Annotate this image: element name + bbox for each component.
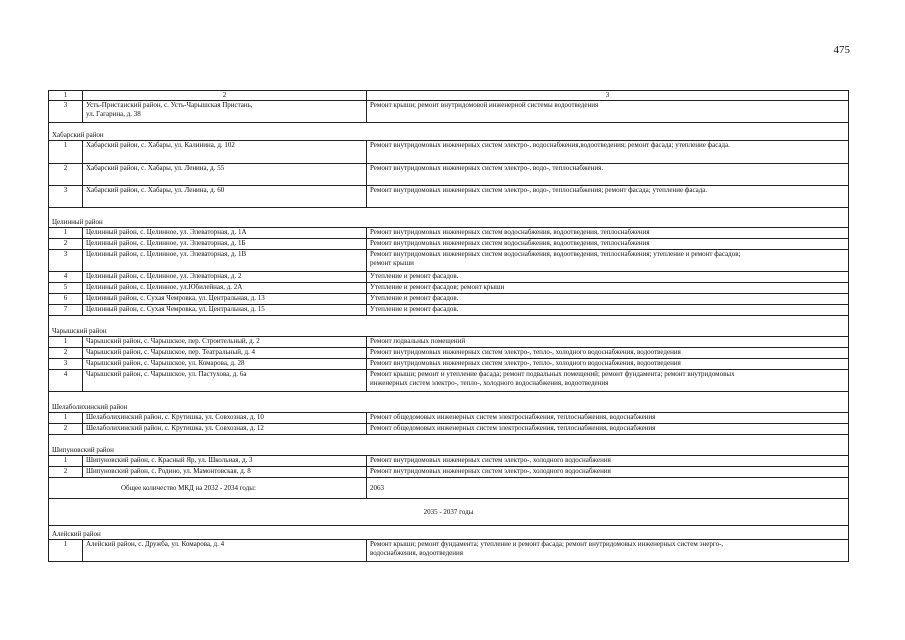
district-section-row	[49, 208, 849, 228]
house-address: Усть-Пристанский район, с. Усть-Чарышская Пристань, ул. Гагарина, д. 38	[83, 101, 367, 123]
repair-works: Утепление и ремонт фасадов.	[367, 305, 849, 316]
table-row	[49, 186, 849, 208]
repair-works: Ремонт крыши; ремонт внутридомовой инженерной системы водоотведения	[367, 101, 849, 123]
row-number: 7	[49, 305, 83, 316]
table-row	[49, 348, 849, 359]
table-row	[49, 370, 849, 392]
row-number: 1	[49, 337, 83, 348]
table-header-row	[49, 91, 849, 101]
repair-works: Ремонт внутридомовых инженерных систем водоснабжения, водоотведения, теплоснабжения	[367, 239, 849, 250]
row-number: 2	[49, 239, 83, 250]
total-value: 2063	[367, 478, 849, 499]
table-row	[49, 239, 849, 250]
district-title: Целинный район	[49, 208, 849, 228]
row-number: 1	[49, 540, 83, 562]
district-title: Шипуновский район	[49, 435, 849, 456]
repair-works: Утепление и ремонт фасадов.	[367, 294, 849, 305]
row-number: 4	[49, 370, 83, 392]
repair-works: Ремонт общедомовых инженерных систем электроснабжения, теплоснабжения, водоснабжения	[367, 424, 849, 435]
table-row	[49, 164, 849, 186]
header-col-3: 3	[367, 91, 849, 101]
row-number: 3	[49, 101, 83, 123]
repair-works: Ремонт внутридомовых инженерных систем электро-, водоснабжения,водоотведения; ремонт фасада; утепление фасада.	[367, 141, 849, 164]
table-row	[49, 424, 849, 435]
house-address: Хабарский район, с. Хабары, ул. Ленина, д. 60	[83, 186, 367, 208]
repair-works: Ремонт общедомовых инженерных систем электроснабжения, теплоснабжения, водоснабжения	[367, 413, 849, 424]
repair-works: Ремонт крыши; ремонт и утепление фасада; ремонт подвальных помещений; ремонт фундамента; ремонт внутридомовых инженерных систем электро-, тепло-, холодного водоснабжения, водоотведения	[367, 370, 849, 392]
table-row	[49, 294, 849, 305]
house-address: Шипуновский район, с. Красный Яр, ул. Школьная, д. 3	[83, 456, 367, 467]
repair-works: Ремонт крыши; ремонт фундамента; утепление и ремонт фасада; ремонт внутридомовых инженерных систем энерго-, водоснабжения, водоотведения	[367, 540, 849, 562]
repair-works: Ремонт подвальных помещений	[367, 337, 849, 348]
period-row	[49, 499, 849, 526]
house-address: Шипуновский район, с. Родино, ул. Мамонтовская, д. 8	[83, 467, 367, 478]
table-row	[49, 101, 849, 123]
row-number: 2	[49, 424, 83, 435]
repair-works: Ремонт внутридомовых инженерных систем электро-, водо-, теплоснабжения; ремонт фасада; утепление фасада.	[367, 186, 849, 208]
house-address: Чарышский район, с. Чарышское, пер. Театральный, д. 4	[83, 348, 367, 359]
house-address: Целинный район, с. Целинное, ул. Элеваторная, д. 1Б	[83, 239, 367, 250]
repair-works: Утепление и ремонт фасадов.	[367, 272, 849, 283]
repair-works: Ремонт внутридомовых инженерных систем электро-, тепло-, холодного водоснабжения, водоотведения	[367, 348, 849, 359]
house-address: Целинный район, с. Сухая Чемровка, ул. Центральная, д. 15	[83, 305, 367, 316]
table-row	[49, 540, 849, 562]
district-title: Алейский район	[49, 526, 849, 540]
repair-works: Ремонт внутридомовых инженерных систем электро-, тепло-, холодного водоснабжения, водоотведения	[367, 359, 849, 370]
repair-works: Ремонт внутридомовых инженерных систем электро-, холодного водоснабжения	[367, 467, 849, 478]
header-col-1: 1	[49, 91, 83, 101]
table-row	[49, 283, 849, 294]
table-row	[49, 272, 849, 283]
table-row	[49, 250, 849, 272]
row-number: 2	[49, 467, 83, 478]
repair-works: Утепление и ремонт фасадов; ремонт крыши	[367, 283, 849, 294]
house-address: Шелаболихинский район, с. Крутишка, ул. Совхозная, д. 10	[83, 413, 367, 424]
house-address: Шелаболихинский район, с. Крутишка, ул. Совхозная, д. 12	[83, 424, 367, 435]
district-section-row	[49, 392, 849, 413]
district-section-row	[49, 123, 849, 141]
houses-repair-table	[48, 90, 849, 562]
header-col-2: 2	[83, 91, 367, 101]
repair-works: Ремонт внутридомовых инженерных систем водоснабжения, водоотведения, теплоснабжения	[367, 228, 849, 239]
table-row	[49, 413, 849, 424]
repair-works: Ремонт внутридомовых инженерных систем электро-, водо-, теплоснабжения.	[367, 164, 849, 186]
house-address: Хабарский район, с. Хабары, ул. Ленина, д. 55	[83, 164, 367, 186]
house-address: Чарышский район, с. Чарышское, ул. Комарова, д. 28	[83, 359, 367, 370]
row-number: 6	[49, 294, 83, 305]
row-number: 1	[49, 141, 83, 164]
house-address: Хабарский район, с. Хабары, ул. Калинина, д. 102	[83, 141, 367, 164]
house-address: Целинный район, с. Целинное, ул. Элеваторная, д. 1А	[83, 228, 367, 239]
row-number: 1	[49, 228, 83, 239]
table-row	[49, 359, 849, 370]
district-title: Чарышский район	[49, 316, 849, 337]
table-row	[49, 467, 849, 478]
house-address: Целинный район, с. Сухая Чемровка, ул. Центральная, д. 13	[83, 294, 367, 305]
row-number: 2	[49, 164, 83, 186]
district-section-row	[49, 526, 849, 540]
row-number: 3	[49, 359, 83, 370]
house-address: Целинный район, с. Целинное, ул.Юбилейная, д. 2А	[83, 283, 367, 294]
row-number: 5	[49, 283, 83, 294]
row-number: 3	[49, 250, 83, 272]
period-title: 2035 - 2037 годы	[49, 499, 849, 526]
table-row	[49, 456, 849, 467]
row-number: 3	[49, 186, 83, 208]
total-label: Общее количество МКД на 2032 - 2034 годы:	[49, 478, 367, 499]
table-row	[49, 141, 849, 164]
house-address: Чарышский район, с. Чарышское, ул. Пастухова, д. 6а	[83, 370, 367, 392]
house-address: Целинный район, с. Целинное, ул. Элеваторная, д. 2	[83, 272, 367, 283]
district-section-row	[49, 316, 849, 337]
total-row	[49, 478, 849, 499]
district-title: Хабарский район	[49, 123, 849, 141]
row-number: 4	[49, 272, 83, 283]
table-row	[49, 228, 849, 239]
house-address: Чарышский район, с. Чарышское, пер. Строительный, д. 2	[83, 337, 367, 348]
repair-works: Ремонт внутридомовых инженерных систем водоснабжения, водоотведения, теплоснабжения; утепление и ремонт фасадов; ремонт крыши	[367, 250, 849, 272]
row-number: 1	[49, 456, 83, 467]
house-address: Целинный район, с. Целинное, ул. Элеваторная, д. 1В	[83, 250, 367, 272]
house-address: Алейский район, с. Дружба, ул. Комарова, д. 4	[83, 540, 367, 562]
district-section-row	[49, 435, 849, 456]
page-number: 475	[833, 44, 850, 56]
table-row	[49, 337, 849, 348]
row-number: 1	[49, 413, 83, 424]
table-row	[49, 305, 849, 316]
district-title: Шелаболихинский район	[49, 392, 849, 413]
repair-works: Ремонт внутридомовых инженерных систем электро-, холодного водоснабжения	[367, 456, 849, 467]
row-number: 2	[49, 348, 83, 359]
